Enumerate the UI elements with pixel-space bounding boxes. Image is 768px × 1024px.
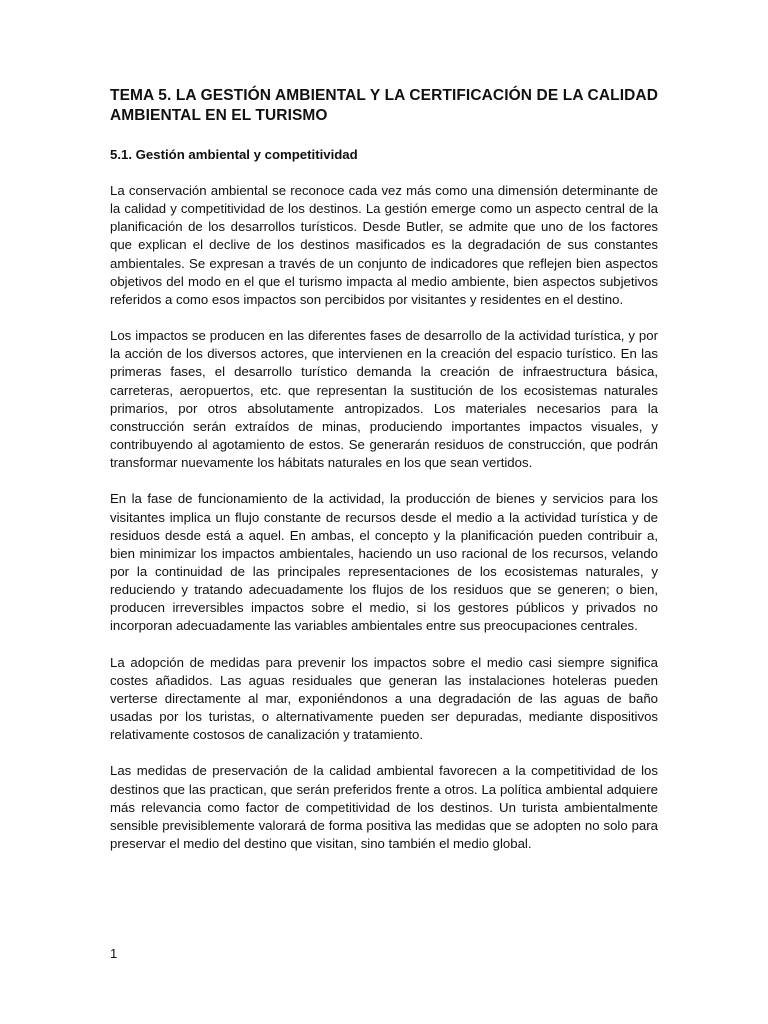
paragraph-5: Las medidas de preservación de la calidad ambiental favorecen a la competitividad de los destinos que las practican, que serán preferidos frente a otros. La política ambiental adquiere más relevancia como factor de competitividad de los destinos. Un turista ambientalmente sensible previsiblemente valorará de forma positiva las medidas que se adopten no solo para preservar el medio del destino que visitan, sino también el medio global. [110,763,658,851]
paragraph-2: Los impactos se producen en las diferentes fases de desarrollo de la actividad turística, y por la acción de los diversos actores, que intervienen en la creación del espacio turístico. En las primeras fases, el desarrollo turístico demanda la creación de infraestructura básica, carreteras, aeropuertos, etc. que representan la sustitución de los ecosistemas naturales primarios, por otros absolutamente antropizados. Los materiales necesarios para la construcción serán extraídos de minas, produciendo importantes impactos visuales, y contribuyendo al agotamiento de estos. Se generarán residuos de construcción, que podrán transformar nuevamente los hábitats naturales en los que sean vertidos. [110,328,658,471]
paragraph-4: La adopción de medidas para prevenir los impactos sobre el medio casi siempre significa costes añadidos. Las aguas residuales que generan las instalaciones hoteleras pueden verterse directamente al mar, exponiéndonos a una degradación de las aguas de baño usadas por los turistas, o alternativamente pueden ser depuradas, mediante dispositivos relativamente costosos de canalización y tratamiento. [110,654,658,743]
paragraph-3: En la fase de funcionamiento de la actividad, la producción de bienes y servicios para los visitantes implica un flujo constante de recursos desde el medio a la actividad turística y de residuos desde está a aquel. En ambas, el concepto y la planificación pueden contribuir a, bien minimizar los impactos ambientales, haciendo un uso racional de los recursos, velando por la continuidad de las principales representaciones de los ecosistemas naturales, y reduciendo y tratando adecuadamente los flujos de los residuos que se generen; o bien, producen irreversibles impactos sobre el medio, si los gestores públicos y privados no incorporan adecuadamente las variables ambientales entre sus preocupaciones centrales. [110,491,658,634]
document-title: TEMA 5. LA GESTIÓN AMBIENTAL Y LA CERTIFICACIÓN DE LA CALIDAD AMBIENTAL EN EL TURISMO [110,87,658,124]
page-number: 1 [110,946,118,961]
paragraph-1: La conservación ambiental se reconoce cada vez más como una dimensión determinante de la calidad y competitividad de los destinos. La gestión emerge como un aspecto central de la planificación de los desarrollos turísticos. Desde Butler, se admite que uno de los factores que explican el declive de los destinos masificados es la degradación de sus constantes ambientales. Se expresan a través de un conjunto de indicadores que reflejen bien aspectos objetivos del modo en el que el turismo impacta al medio ambiente, bien aspectos subjetivos referidos a como esos impactos son percibidos por visitantes y residentes en el destino. [110,183,658,307]
document-body [110,86,658,871]
section-heading: 5.1. Gestión ambiental y competitividad [110,147,358,162]
